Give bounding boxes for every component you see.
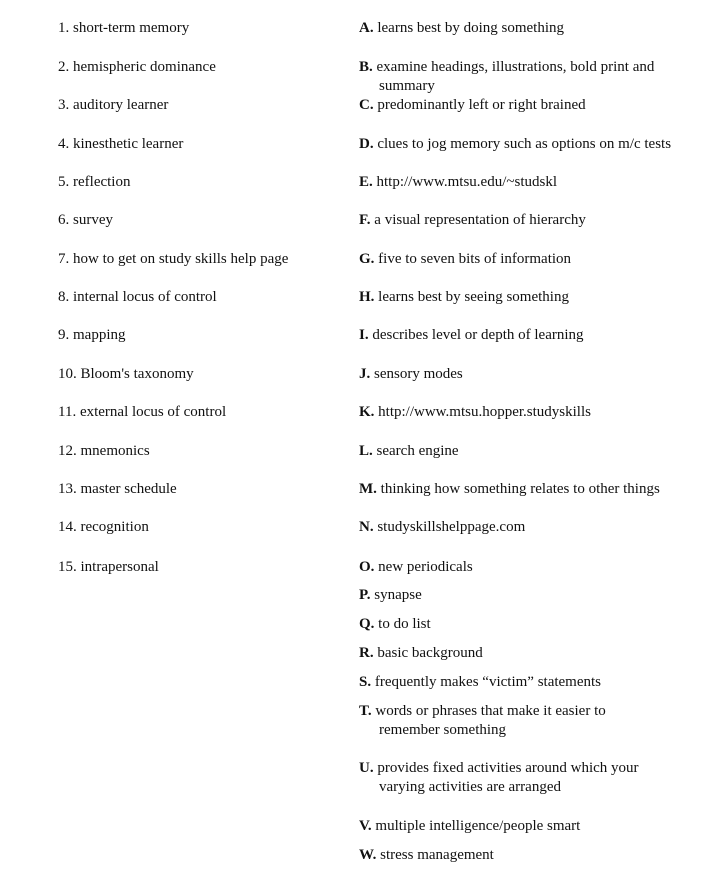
definition-letter: O.	[359, 559, 375, 575]
definition-r	[359, 644, 699, 663]
definition-letter: S.	[359, 674, 372, 690]
definition-letter: I.	[359, 327, 369, 343]
definition-letter: F.	[359, 212, 371, 228]
term-8: 8. internal locus of control	[58, 289, 217, 305]
definition-letter: T.	[359, 703, 372, 719]
definition-text: clues to jog memory such as options on m/c tests	[377, 136, 672, 152]
term-3: 3. auditory learner	[58, 97, 169, 113]
definition-w	[359, 846, 699, 865]
definition-h	[359, 288, 699, 307]
term-13: 13. master schedule	[58, 481, 177, 497]
definition-letter: P.	[359, 587, 371, 603]
definition-letter: J.	[359, 366, 371, 382]
definition-text: synapse	[374, 587, 422, 603]
definition-text: words or phrases that make it easier to	[375, 703, 606, 719]
definition-letter: A.	[359, 20, 374, 36]
definition-text: basic background	[377, 645, 483, 661]
definition-b	[359, 58, 699, 96]
definition-n	[359, 518, 699, 537]
definition-letter: Q.	[359, 616, 375, 632]
definition-letter: M.	[359, 481, 377, 497]
term-12: 12. mnemonics	[58, 443, 150, 459]
term-10: 10. Bloom's taxonomy	[58, 366, 194, 382]
definition-text: five to seven bits of information	[378, 251, 572, 267]
term-4: 4. kinesthetic learner	[58, 136, 184, 152]
definition-k	[359, 403, 699, 422]
term-14: 14. recognition	[58, 519, 149, 535]
term-1: 1. short-term memory	[58, 20, 190, 36]
definition-text: learns best by doing something	[377, 20, 564, 36]
definition-letter: D.	[359, 136, 374, 152]
definition-l	[359, 442, 699, 461]
definition-j	[359, 365, 699, 384]
definition-text: examine headings, illustrations, bold print and	[376, 59, 655, 75]
definition-v	[359, 817, 699, 836]
term-11: 11. external locus of control	[58, 404, 227, 420]
definition-p	[359, 586, 699, 605]
definition-d	[359, 135, 699, 154]
term-5: 5. reflection	[58, 174, 131, 190]
definition-text: http://www.mtsu.hopper.studyskills	[378, 404, 591, 420]
term-9: 9. mapping	[58, 327, 126, 343]
definition-e	[359, 173, 699, 192]
definition-text: learns best by seeing something	[378, 289, 569, 305]
definition-a	[359, 19, 699, 38]
definition-i	[359, 326, 699, 345]
term-6: 6. survey	[58, 212, 113, 228]
definition-text: a visual representation of hierarchy	[374, 212, 586, 228]
definition-text: studyskillshelppage.com	[377, 519, 526, 535]
definition-letter: V.	[359, 818, 372, 834]
definition-letter: E.	[359, 174, 373, 190]
definition-f	[359, 211, 699, 230]
definition-text: frequently makes “victim” statements	[374, 674, 602, 690]
definition-u	[359, 759, 699, 797]
definition-letter: C.	[359, 97, 374, 113]
definition-text: thinking how something relates to other things	[380, 481, 660, 497]
definition-text: to do list	[378, 616, 431, 632]
definition-text: provides fixed activities around which your	[377, 760, 639, 776]
term-7: 7. how to get on study skills help page	[58, 251, 289, 267]
definition-text: http://www.mtsu.edu/~studskl	[376, 174, 557, 190]
definition-t	[359, 702, 699, 740]
definition-text: multiple intelligence/people smart	[375, 818, 581, 834]
definition-continuation: remember something	[379, 722, 507, 738]
definition-text: describes level or depth of learning	[372, 327, 584, 343]
definition-m	[359, 480, 699, 499]
definition-letter: N.	[359, 519, 374, 535]
definition-letter: G.	[359, 251, 375, 267]
definition-text: search engine	[376, 443, 459, 459]
term-2: 2. hemispheric dominance	[58, 59, 216, 75]
term-15: 15. intrapersonal	[58, 559, 159, 575]
definition-letter: K.	[359, 404, 375, 420]
definition-letter: W.	[359, 847, 377, 863]
definition-g	[359, 250, 699, 269]
definition-s	[359, 673, 699, 692]
definition-text: sensory modes	[374, 366, 463, 382]
definition-text: new periodicals	[378, 559, 473, 575]
definition-letter: H.	[359, 289, 375, 305]
definition-c	[359, 96, 699, 115]
definition-text: stress management	[380, 847, 494, 863]
definition-continuation: varying activities are arranged	[379, 779, 561, 795]
definition-text: predominantly left or right brained	[377, 97, 586, 113]
definition-letter: R.	[359, 645, 374, 661]
definition-letter: L.	[359, 443, 373, 459]
definition-letter: U.	[359, 760, 374, 776]
definition-q	[359, 615, 699, 634]
definition-continuation: summary	[379, 78, 435, 94]
definition-o	[359, 558, 699, 577]
definition-letter: B.	[359, 59, 373, 75]
